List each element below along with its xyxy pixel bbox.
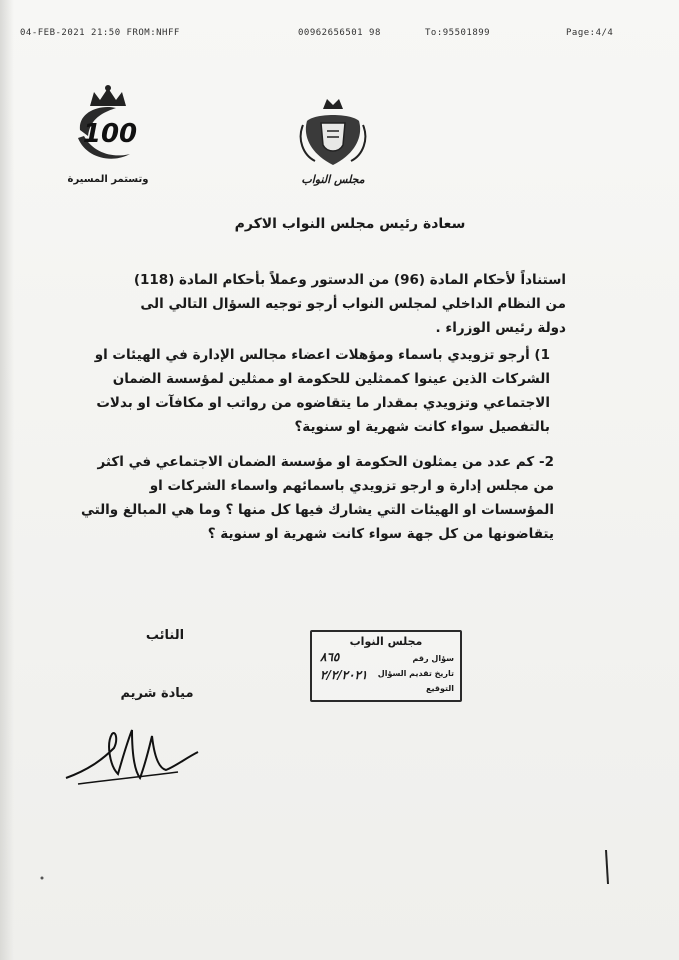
stamp-date-label: تاريخ تقديم السؤال bbox=[377, 669, 454, 678]
deputy-name: ميادة شريم bbox=[120, 686, 194, 701]
stamp-handwritten-number: ٨٦٥ bbox=[320, 650, 340, 664]
stamp-question-number-label: سؤال رقم bbox=[412, 654, 454, 663]
centenary-logo bbox=[60, 78, 156, 196]
centenary-crown-icon bbox=[60, 78, 156, 174]
intro-paragraph: استناداً لأحكام المادة (96) من الدستور وعملاً بأحكام المادة (118) من النظام الداخلي لمجلس النواب أرجو توجيه السؤال التالي الى دولة رئيس الوزراء . bbox=[133, 272, 566, 336]
fax-sender-line: 04-FEB-2021 21:50 FROM:NHFF bbox=[20, 28, 180, 38]
coat-of-arms-icon bbox=[293, 95, 373, 173]
margin-pen-mark bbox=[596, 848, 616, 888]
fax-recipient: To:95501899 bbox=[425, 28, 491, 38]
stamp-handwritten-date: ٢/٢/٢٠٢١ bbox=[320, 668, 368, 682]
question-1: 1) أرجو تزويدي باسماء ومؤهلات اعضاء مجالس الإدارة في الهيئات او الشركات الذين عينوا كممثلين للحكومة او ممثلين لمؤسسة الضمان الاجتماعي وتزويدي بمقدار ما يتقاضوه من رواتب او مكافآت او بدلات بالتفصيل سواء كانت شهرية او سنوية؟ bbox=[94, 347, 550, 435]
svg-text:100: 100 bbox=[82, 119, 138, 149]
stamp-title: مجلس النواب bbox=[349, 635, 423, 648]
handwritten-signature bbox=[58, 700, 208, 800]
parliament-receipt-stamp bbox=[310, 630, 462, 702]
fax-header bbox=[20, 28, 620, 44]
fax-phone-number: 00962656501 98 bbox=[298, 28, 381, 38]
deputy-title: النائب bbox=[145, 628, 185, 643]
centenary-logo-caption: وتستمر المسيرة bbox=[67, 174, 149, 185]
parliament-emblem bbox=[293, 95, 373, 195]
parliament-emblem-caption: مجلس النواب bbox=[301, 173, 365, 186]
salutation-line: سعادة رئيس مجلس النواب الاكرم bbox=[234, 216, 466, 232]
stamp-signature-label: التوقيع bbox=[426, 684, 454, 693]
scan-speck bbox=[36, 872, 48, 884]
fax-page-number: Page:4/4 bbox=[566, 28, 614, 38]
question-2: 2- كم عدد من يمثلون الحكومة او مؤسسة الضمان الاجتماعي في اكثر من مجلس إدارة و ارجو تزويدي باسمائهم واسماء الشركات او المؤسسات او الهيئات التي يشارك فيها كل منها ؟ وما هي المبالغ والتي يتقاضونها من كل جهة سواء كانت شهرية او سنوية ؟ bbox=[80, 454, 554, 542]
